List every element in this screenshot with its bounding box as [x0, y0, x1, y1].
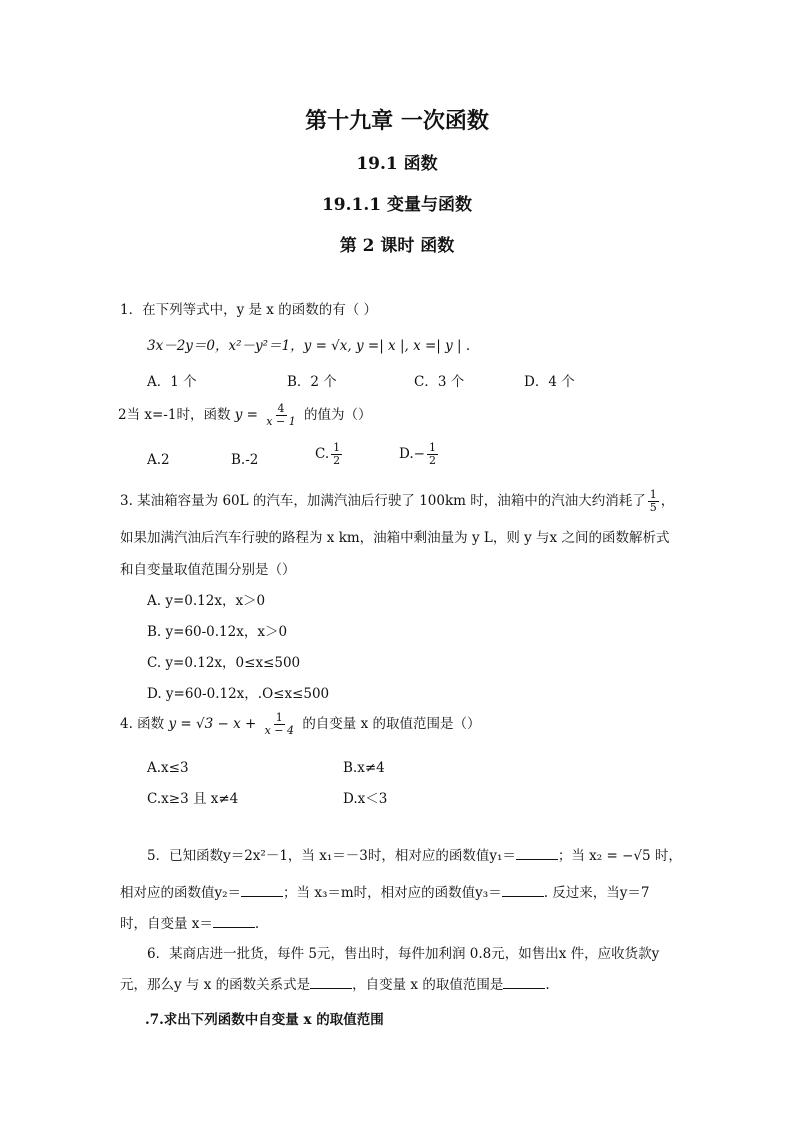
q1-option-d: D．4 个 — [524, 374, 575, 390]
q2-option-b: B.-2 — [231, 452, 259, 468]
q5-line2 — [120, 883, 650, 903]
chapter-title: 第十九章 一次函数 — [305, 108, 489, 134]
q1-stem: 1．在下列等式中，y 是 x 的函数的有（ ） — [120, 302, 377, 318]
q5-line1b: ；当 x₂ = −√5 时， — [557, 848, 682, 864]
q4-option-d: D.x＜3 — [343, 791, 388, 807]
q2-func-lhs: y = — [234, 407, 258, 423]
q5-line3 — [120, 914, 259, 934]
q2-prefix: 2当 x=-1时，函数 — [118, 407, 231, 423]
q2-option-d-label: D.− — [399, 446, 425, 462]
q4-func: y = √3 − x + — [168, 716, 257, 732]
q5-line3b: . — [254, 916, 260, 932]
q2-option-d — [399, 442, 440, 467]
q5-line1a: 5．已知函数y＝2x²－1，当 x₁＝－3时，相对应的函数值y₁＝ — [147, 848, 516, 864]
q1-equations: 3x－2y＝0，x²－y²＝1，y = √x, y =| x |, x =| y | . — [147, 338, 471, 354]
q6-line2 — [120, 975, 550, 995]
q2-option-c — [315, 442, 344, 467]
q4-option-a: A.x≤3 — [147, 760, 189, 776]
q6-blank-2[interactable] — [503, 988, 545, 989]
q3-option-b: B. y=60-0.12x，x＞0 — [147, 624, 288, 640]
q2-fraction — [264, 403, 297, 428]
q6-blank-1[interactable] — [310, 988, 352, 989]
q3-frac-num: 1 — [649, 488, 657, 501]
q2-stem — [118, 403, 372, 428]
q4-fraction — [263, 712, 296, 737]
subsection-title: 19.1.1 变量与函数 — [321, 195, 473, 215]
q3-option-c: C. y=0.12x，0≤x≤500 — [147, 655, 301, 671]
q3-option-d: D. y=60-0.12x，.O≤x≤500 — [147, 686, 330, 702]
q3-frac-den: 5 — [649, 501, 657, 514]
q3-option-a: A. y=0.12x，x＞0 — [147, 593, 266, 609]
q2-option-c-num: 1 — [333, 441, 341, 454]
q1-option-a: A．1 个 — [147, 374, 197, 390]
q1-option-c: C．3 个 — [414, 374, 465, 390]
q4-frac-num: 1 — [275, 711, 283, 724]
q2-suffix: 的值为（） — [304, 407, 372, 423]
q3-line1-text: 3. 某油箱容量为 60L 的汽车，加满汽油后行驶了 100km 时，油箱中的汽油大约消耗了 — [120, 493, 646, 509]
q5-line2b: ；当 x₃＝m时，相对应的函数值y₃＝ — [283, 885, 502, 901]
q5-line3a: 时，自变量 x＝ — [120, 916, 213, 932]
q6-line1: 6．某商店进一批货，每件 5元，售出时，每件加利润 0.8元，如售出x 件，应收货款y — [147, 946, 660, 962]
q4-frac-den: x − 4 — [264, 724, 295, 737]
q2-frac-num: 4 — [277, 402, 285, 415]
q4-prefix: 4. 函数 — [120, 716, 165, 732]
section-title: 19.1 函数 — [356, 154, 438, 174]
q5-blank-4[interactable] — [213, 927, 255, 928]
q2-option-c-frac — [331, 442, 342, 467]
q2-option-d-num: 1 — [428, 441, 436, 454]
q3-fraction — [648, 489, 659, 514]
q3-line2: 如果加满汽油后汽车行驶的路程为 x km，油箱中剩油量为 y L，则 y 与x 之间的函数解析式 — [120, 530, 670, 546]
q5-line2c: . 反过来，当y＝7 — [543, 885, 650, 901]
q2-option-d-den: 2 — [428, 454, 436, 467]
q4-option-c: C.x≥3 且 x≠4 — [147, 791, 239, 807]
q5-blank-3[interactable] — [502, 896, 544, 897]
q3-line1 — [120, 489, 674, 514]
lesson-title: 第 2 课时 函数 — [339, 236, 455, 256]
q2-frac-den: x − 1 — [266, 415, 296, 428]
q5-line1 — [147, 846, 682, 866]
q5-line2a: 相对应的函数值y₂＝ — [120, 885, 242, 901]
q4-stem — [120, 712, 481, 737]
q6-line2b: ，自变量 x 的取值范围是 — [352, 977, 504, 993]
q2-option-c-den: 2 — [333, 454, 341, 467]
q7-text: .7.求出下列函数中自变量 x 的取值范围 — [145, 1012, 384, 1028]
q6-line2c: . — [545, 977, 550, 993]
q5-blank-1[interactable] — [516, 859, 558, 860]
q3-line3: 和自变量取值范围分别是（） — [120, 562, 296, 578]
q1-option-b: B．2 个 — [287, 374, 337, 390]
q2-option-d-frac — [427, 442, 438, 467]
q3-line1-end: ， — [660, 493, 675, 509]
q4-suffix: 的自变量 x 的取值范围是（） — [302, 716, 481, 732]
q4-option-b: B.x≠4 — [343, 760, 385, 776]
q5-blank-2[interactable] — [241, 896, 283, 897]
q6-line2a: 元，那么y 与 x 的函数关系式是 — [120, 977, 311, 993]
q2-option-a: A.2 — [147, 452, 170, 468]
q2-option-c-label: C. — [315, 446, 330, 462]
